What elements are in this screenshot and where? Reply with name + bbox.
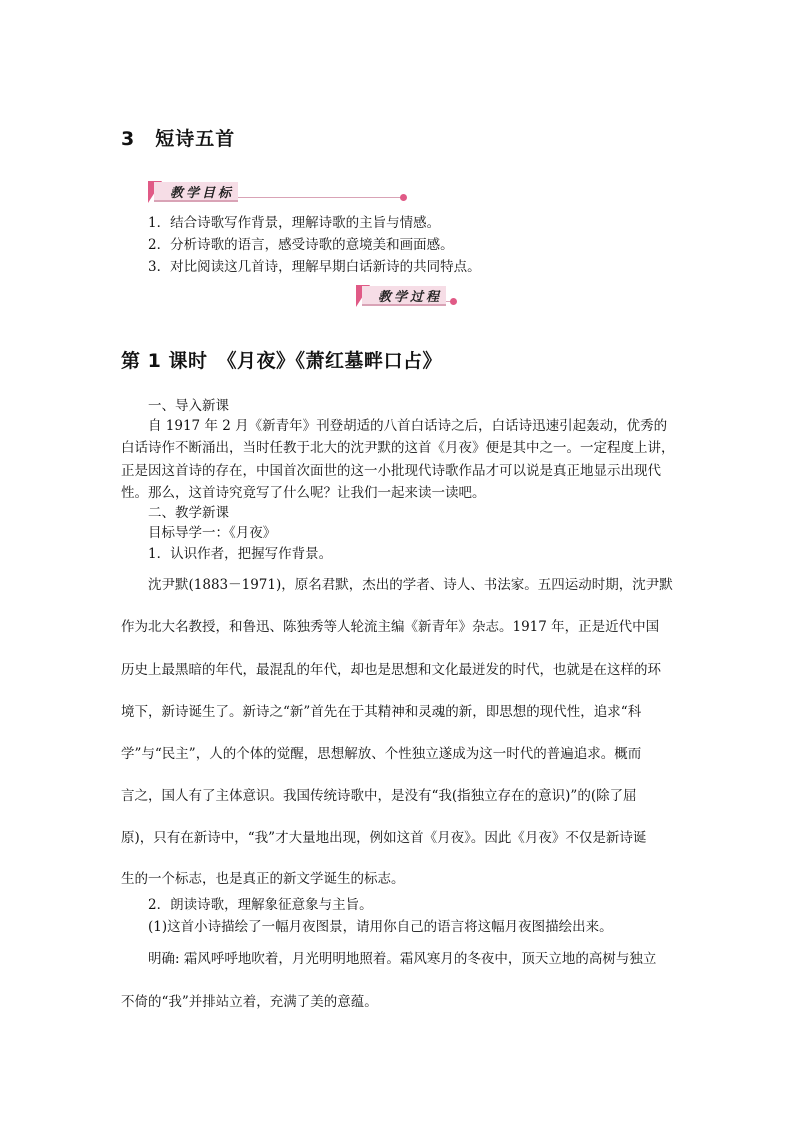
paragraph-line: 沈尹默(1883－1971)，原名君默，杰出的学者、诗人、书法家。五四运动时期，沈尹默 bbox=[148, 577, 673, 593]
lesson-title: 第 1 课时 《月夜》《萧红墓畔口占》 bbox=[121, 350, 442, 372]
objective-item: 2．分析诗歌的语言，感受诗歌的意境美和画面感。 bbox=[148, 237, 454, 253]
process-banner bbox=[356, 285, 466, 307]
page-title: 3 短诗五首 bbox=[121, 128, 236, 150]
paragraph-line: 境下，新诗诞生了。新诗之“新”首先在于其精神和灵魂的新，即思想的现代性，追求“科 bbox=[121, 704, 642, 720]
paragraph-line: 生的一个标志，也是真正的新文学诞生的标志。 bbox=[121, 871, 405, 887]
paragraph-line: 学”与“民主”，人的个体的觉醒，思想解放、个性独立遂成为这一时代的普遍追求。概而 bbox=[121, 746, 642, 762]
objectives-banner bbox=[148, 181, 408, 203]
section-heading: 一、导入新课 bbox=[148, 398, 229, 414]
paragraph-line: 作为北大名教授，和鲁迅、陈独秀等人轮流主编《新青年》杂志。1917 年，正是近代中国 bbox=[121, 619, 660, 635]
paragraph-line: 自 1917 年 2 月《新青年》刊登胡适的八首白话诗之后，白话诗迅速引起轰动，优秀的 bbox=[148, 418, 668, 434]
objective-item: 3．对比阅读这几首诗，理解早期白话新诗的共同特点。 bbox=[148, 259, 481, 275]
paragraph-line: 正是因这首诗的存在，中国首次面世的这一小批现代诗歌作品才可以说是真正地显示出现代 bbox=[121, 463, 661, 479]
question-line: (1)这首小诗描绘了一幅月夜图景，请用你自己的语言将这幅月夜图描绘出来。 bbox=[148, 919, 613, 935]
objectives-label: 教学目标 bbox=[170, 186, 235, 201]
banner-dot-icon bbox=[450, 298, 457, 305]
objective-item: 1．结合诗歌写作背景，理解诗歌的主旨与情感。 bbox=[148, 215, 441, 231]
paragraph-line: 原)，只有在新诗中，“我”才大量地出现，例如这首《月夜》。因此《月夜》不仅是新诗诞 bbox=[121, 830, 647, 846]
paragraph-line: 性。那么，这首诗究竟写了什么呢？让我们一起来读一读吧。 bbox=[121, 485, 486, 501]
numbered-item: 1．认识作者，把握写作背景。 bbox=[148, 546, 333, 562]
numbered-item: 2．朗读诗歌，理解象征意象与主旨。 bbox=[148, 897, 373, 913]
subsection-heading: 目标导学一：《月夜》 bbox=[148, 525, 277, 541]
paragraph-line: 白话诗作不断涌出，当时任教于北大的沈尹默的这首《月夜》便是其中之一。一定程度上讲， bbox=[121, 440, 675, 456]
paragraph-line: 历史上最黑暗的年代，最混乱的年代，却也是思想和文化最迸发的时代，也就是在这样的环 bbox=[121, 662, 661, 678]
answer-line: 明确: 霜风呼呼地吹着，月光明明地照着。霜风寒月的冬夜中，顶天立地的高树与独立 bbox=[148, 951, 657, 967]
section-heading: 二、教学新课 bbox=[148, 505, 229, 521]
paragraph-line: 言之，国人有了主体意识。我国传统诗歌中，是没有“我(指独立存在的意识)”的(除了屈 bbox=[121, 788, 637, 804]
banner-dot-icon bbox=[400, 194, 407, 201]
answer-line: 不倚的“我”并排站立着，充满了美的意蕴。 bbox=[121, 994, 378, 1010]
process-label: 教学过程 bbox=[378, 290, 443, 305]
